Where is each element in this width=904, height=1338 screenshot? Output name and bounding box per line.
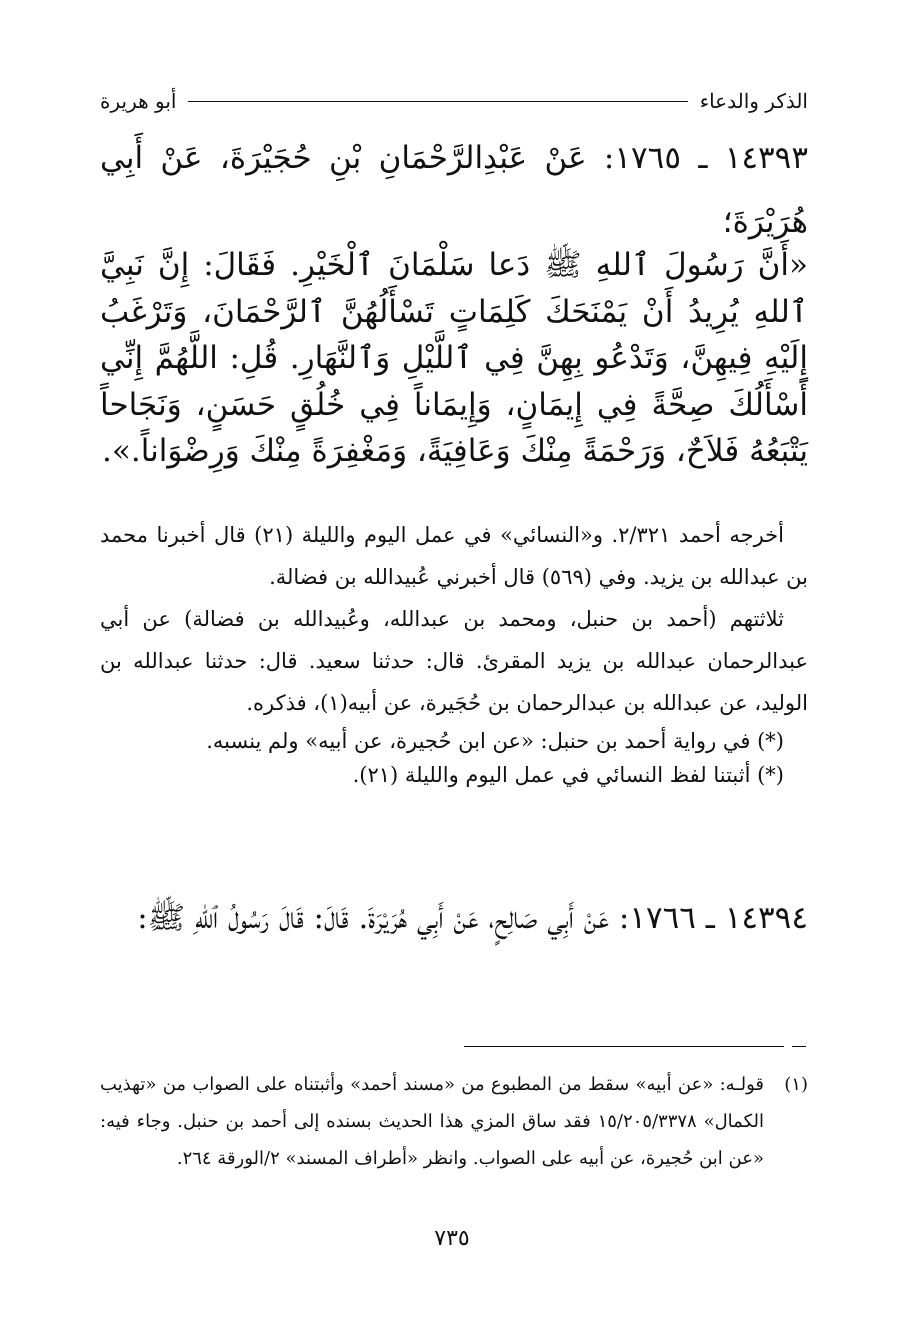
- hadith-14393-text: «أَنَّ رَسُولَ ٱللهِ ﷺ دَعا سَلْمَانَ ٱلْخَيْرِ. فَقَالَ: إِنَّ نَبِيَّ ٱللهِ يُرِيدُ أَنْ يَمْنَحَكَ كَلِمَاتٍ تَسْأَلُهُنَّ ٱلرَّحْمَانَ، وَتَرْغَبُ إِلَيْهِ فِيهِنَّ، وَتَدْعُو بِهِنَّ فِي ٱللَّيْلِ وَٱلنَّهَارِ. قُلِ: اللَّهُمَّ إِنِّي أَسْأَلُكَ صِحَّةً فِي إِيمَانٍ، وَإِيمَاناً فِي خُلُقٍ حَسَنٍ، وَنَجَاحاً يَتْبَعُهُ فَلاَحٌ، وَرَحْمَةً مِنْكَ وَعَافِيَةً، وَمَغْفِرَةً مِنْكَ وَرِضْوَاناً.».: [100, 247, 808, 469]
- hadith-14393-heading: ١٤٣٩٣ ـ ١٧٦٥: عَنْ عَبْدِالرَّحْمَانِ بْنِ حُجَيْرَةَ، عَنْ أَبِي هُرَيْرَةَ؛: [100, 140, 808, 240]
- footnote-text: قولـه: «عن أبيه» سقط من المطبوع من «مسند أحمد» وأثبتناه على الصواب من «تهذيب الكمال» ١٥/٢٠٥/٣٣٧٨ فقد ساق المزي هذا الحديث بسنده إلى أحمد بن حنبل. وجاء فيه: «عن ابن حُجيرة، عن أبيه على الصواب. وانظر «أطراف المسند» ٢/الورقة ٢٦٤.: [100, 1074, 764, 1169]
- running-header: [100, 86, 808, 116]
- header-rule: [188, 101, 687, 102]
- footnote-1: [100, 1066, 808, 1177]
- takhrij-note-nasai: (*) أثبتنا لفظ النسائي في عمل اليوم والليلة (٢١).: [352, 763, 784, 787]
- footnote-separator: [464, 1046, 784, 1047]
- takhrij-sources: أخرجه أحمد ٢/٣٢١. و«النسائي» في عمل اليوم والليلة (٢١) قال أخبرنا محمد بن عبدالله بن يزيد. وفي (٥٦٩) قال أخبرني عُبيدالله بن فضالة.: [100, 523, 808, 589]
- narrator-title: أبو هريرة: [100, 89, 177, 113]
- chapter-title: الذكر والدعاء: [699, 89, 808, 113]
- footnote-separator-tick: [792, 1046, 806, 1047]
- takhrij-note-ahmad: (*) في رواية أحمد بن حنبل: «عن ابن حُجيرة، عن أبيه» ولم ينسبه.: [206, 729, 784, 753]
- hadith-14394-heading: ١٤٣٩٤ ـ ١٧٦٦: عَنْ أَبِي صَالِحٍ، عَنْ أَبِي هُرَيْرَةَ. قَالَ: قَالَ رَسُولُ ٱللهِ ﷺ:: [137, 900, 808, 936]
- page-number: ٧٣٥: [434, 1226, 470, 1251]
- footnote-number: (١): [784, 1074, 808, 1095]
- hadith-14393-takhrij: [100, 514, 808, 792]
- takhrij-chain: ثلاثتهم (أحمد بن حنبل، ومحمد بن عبدالله، وعُبيدالله بن فضالة) عن أبي عبدالرحمان عبدالله بن يزيد المقرئ. قال: حدثنا سعيد. قال: حدثنا عبدالله بن الوليد، عن عبدالله بن عبدالرحمان بن حُجَيرة، عن أبيه(١)، فذكره.: [100, 607, 808, 715]
